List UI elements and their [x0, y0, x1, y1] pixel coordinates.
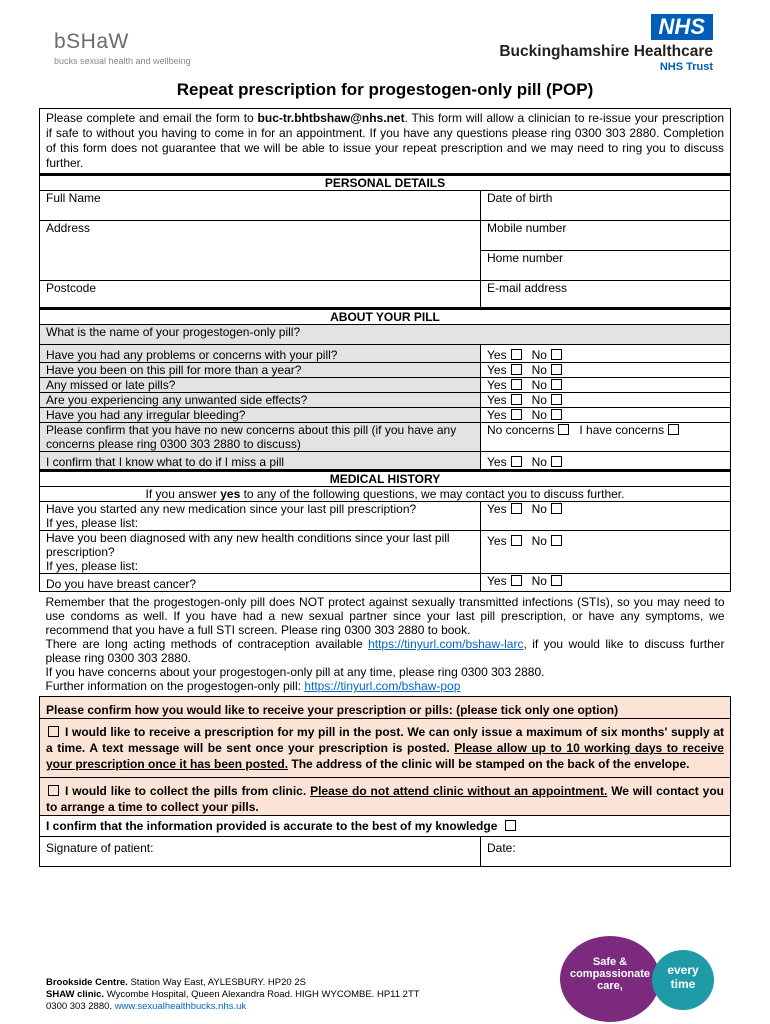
checkbox[interactable] — [551, 364, 562, 375]
brand-subtitle: bucks sexual health and wellbeing — [54, 56, 191, 66]
checkbox[interactable] — [551, 535, 562, 546]
concerns-question: Please confirm that you have no new concerns about this pill (if you have any concerns please ring 0300 303 2880 to discuss) — [40, 423, 481, 452]
checkbox[interactable] — [511, 409, 522, 420]
collect-option[interactable]: I would like to collect the pills from clinic. Please do not attend clinic without an appointment. We will contact you to arrange a time to collect your pills. — [40, 778, 731, 816]
pop-info-link[interactable]: https://tinyurl.com/bshaw-pop — [304, 679, 461, 693]
checkbox[interactable] — [511, 394, 522, 405]
signature-field[interactable]: Signature of patient: — [40, 837, 481, 867]
intro-text: Please complete and email the form to buc-tr.bhtbshaw@nhs.net. This form will allow a clinician to re-issue your prescription if safe to without you having to come in for an appointment. If you have any questions please ring 0300 303 2880. Completion of this form does not guarantee that we will be able to issue your repeat prescription and we may need to ring you to discuss further. — [40, 109, 731, 175]
full-name-field[interactable]: Full Name — [40, 191, 481, 221]
pill-answer-3[interactable]: Yes No — [481, 378, 731, 393]
checkbox[interactable] — [511, 379, 522, 390]
pill-answer-1[interactable]: Yes No — [481, 345, 731, 363]
post-option-checkbox[interactable] — [48, 726, 59, 737]
medication-answer[interactable]: Yes No — [481, 502, 731, 531]
pill-question-1: Have you had any problems or concerns with your pill? — [40, 345, 481, 363]
pill-question-4: Are you experiencing any unwanted side effects? — [40, 393, 481, 408]
checkbox[interactable] — [551, 409, 562, 420]
checkbox[interactable] — [511, 456, 522, 467]
postcode-field[interactable]: Postcode — [40, 281, 481, 309]
trust-subtitle: NHS Trust — [659, 61, 713, 73]
checkbox[interactable] — [551, 503, 562, 514]
nhs-mark: NHS — [651, 14, 713, 40]
about-pill-heading: ABOUT YOUR PILL — [40, 309, 731, 325]
checkbox[interactable] — [511, 349, 522, 360]
checkbox[interactable] — [668, 424, 679, 435]
checkbox[interactable] — [511, 503, 522, 514]
conditions-answer[interactable]: Yes No — [481, 531, 731, 574]
nhs-logo — [499, 14, 713, 73]
dob-field[interactable]: Date of birth — [481, 191, 731, 221]
personal-details-heading: PERSONAL DETAILS — [40, 175, 731, 191]
pill-name-field[interactable]: What is the name of your progestogen-only pill? — [40, 325, 731, 345]
accuracy-confirmation[interactable]: I confirm that the information provided is accurate to the best of my knowledge — [40, 816, 731, 837]
missed-pill-answer[interactable]: Yes No — [481, 452, 731, 471]
pill-answer-4[interactable]: Yes No — [481, 393, 731, 408]
breast-cancer-question: Do you have breast cancer? — [40, 574, 481, 592]
bshaw-logo — [54, 30, 191, 66]
missed-pill-question: I confirm that I know what to do if I miss a pill — [40, 452, 481, 471]
medical-note: If you answer yes to any of the following questions, we may contact you to discuss further. — [40, 487, 731, 502]
date-field[interactable]: Date: — [481, 837, 731, 867]
address-field[interactable]: Address — [40, 221, 481, 281]
medication-question[interactable]: Have you started any new medication since your last pill prescription? If yes, please list: — [40, 502, 481, 531]
information-notes: Remember that the progestogen-only pill does NOT protect against sexually transmitted infections (STIs), so you may need to use condoms as well. If you have had a new sexual partner since your last pill prescription, or have any symptoms, we recommend that you have a full STI screen. Please ring 0300 303 2880 to book. There are long acting methods of contraception available https://tinyurl.com/bshaw-larc, if you would like to discuss further please ring 0300 303 2880. If you have concerns about your progestogen-only pill at any time, please ring 0300 303 2880. Further information on the progestogen-only pill: https://tinyurl.com/bshaw-pop — [40, 592, 731, 697]
post-option[interactable]: I would like to receive a prescription for my pill in the post. We can only issue a maximum of six months' supply at a time. A text message will be sent once your prescription is posted. Please allow up to 10 working days to receive your prescription once it has been posted. The address of the clinic will be stamped on the back of the envelope. — [40, 719, 731, 778]
checkbox[interactable] — [551, 379, 562, 390]
page-title: Repeat prescription for progestogen-only pill (POP) — [176, 80, 594, 99]
larc-link[interactable]: https://tinyurl.com/bshaw-larc — [368, 637, 524, 651]
home-number-field[interactable]: Home number — [481, 251, 731, 281]
concerns-answer[interactable]: No concerns I have concerns — [481, 423, 731, 452]
confirm-checkbox[interactable] — [505, 820, 516, 831]
website-link[interactable]: www.sexualhealthbucks.nhs.uk — [114, 1001, 247, 1012]
checkbox[interactable] — [511, 535, 522, 546]
checkbox[interactable] — [551, 575, 562, 586]
every-time-badge: every time — [652, 950, 714, 1010]
pill-answer-5[interactable]: Yes No — [481, 408, 731, 423]
email-field[interactable]: E-mail address — [481, 281, 731, 309]
footer-contact: Brookside Centre. Station Way East, AYLESBURY. HP20 2S SHAW clinic. Wycombe Hospital, Queen Alexandra Road. HIGH WYCOMBE. HP11 2TT 0300 303 2880. www.sexualhealthbucks.nhs.uk — [46, 977, 420, 1012]
pill-question-3: Any missed or late pills? — [40, 378, 481, 393]
medical-history-heading: MEDICAL HISTORY — [40, 471, 731, 487]
prescription-form — [39, 108, 731, 867]
pill-answer-2[interactable]: Yes No — [481, 363, 731, 378]
pill-question-5: Have you had any irregular bleeding? — [40, 408, 481, 423]
breast-cancer-answer[interactable]: Yes No — [481, 574, 731, 592]
values-badge: Safe & compassionate care, — [560, 936, 660, 1022]
contact-email[interactable]: buc-tr.bhtbshaw@nhs.net — [257, 111, 405, 125]
receive-options-heading: Please confirm how you would like to receive your prescription or pills: (please tick only one option) — [40, 697, 731, 719]
trust-name: Buckinghamshire Healthcare — [499, 43, 713, 60]
collect-option-checkbox[interactable] — [48, 785, 59, 796]
mobile-field[interactable]: Mobile number — [481, 221, 731, 251]
checkbox[interactable] — [551, 349, 562, 360]
brand-name: bSHaW — [54, 30, 129, 53]
pill-question-2: Have you been on this pill for more than a year? — [40, 363, 481, 378]
checkbox[interactable] — [511, 575, 522, 586]
checkbox[interactable] — [551, 394, 562, 405]
checkbox[interactable] — [551, 456, 562, 467]
checkbox[interactable] — [558, 424, 569, 435]
checkbox[interactable] — [511, 364, 522, 375]
conditions-question[interactable]: Have you been diagnosed with any new health conditions since your last pill prescription? If yes, please list: — [40, 531, 481, 574]
